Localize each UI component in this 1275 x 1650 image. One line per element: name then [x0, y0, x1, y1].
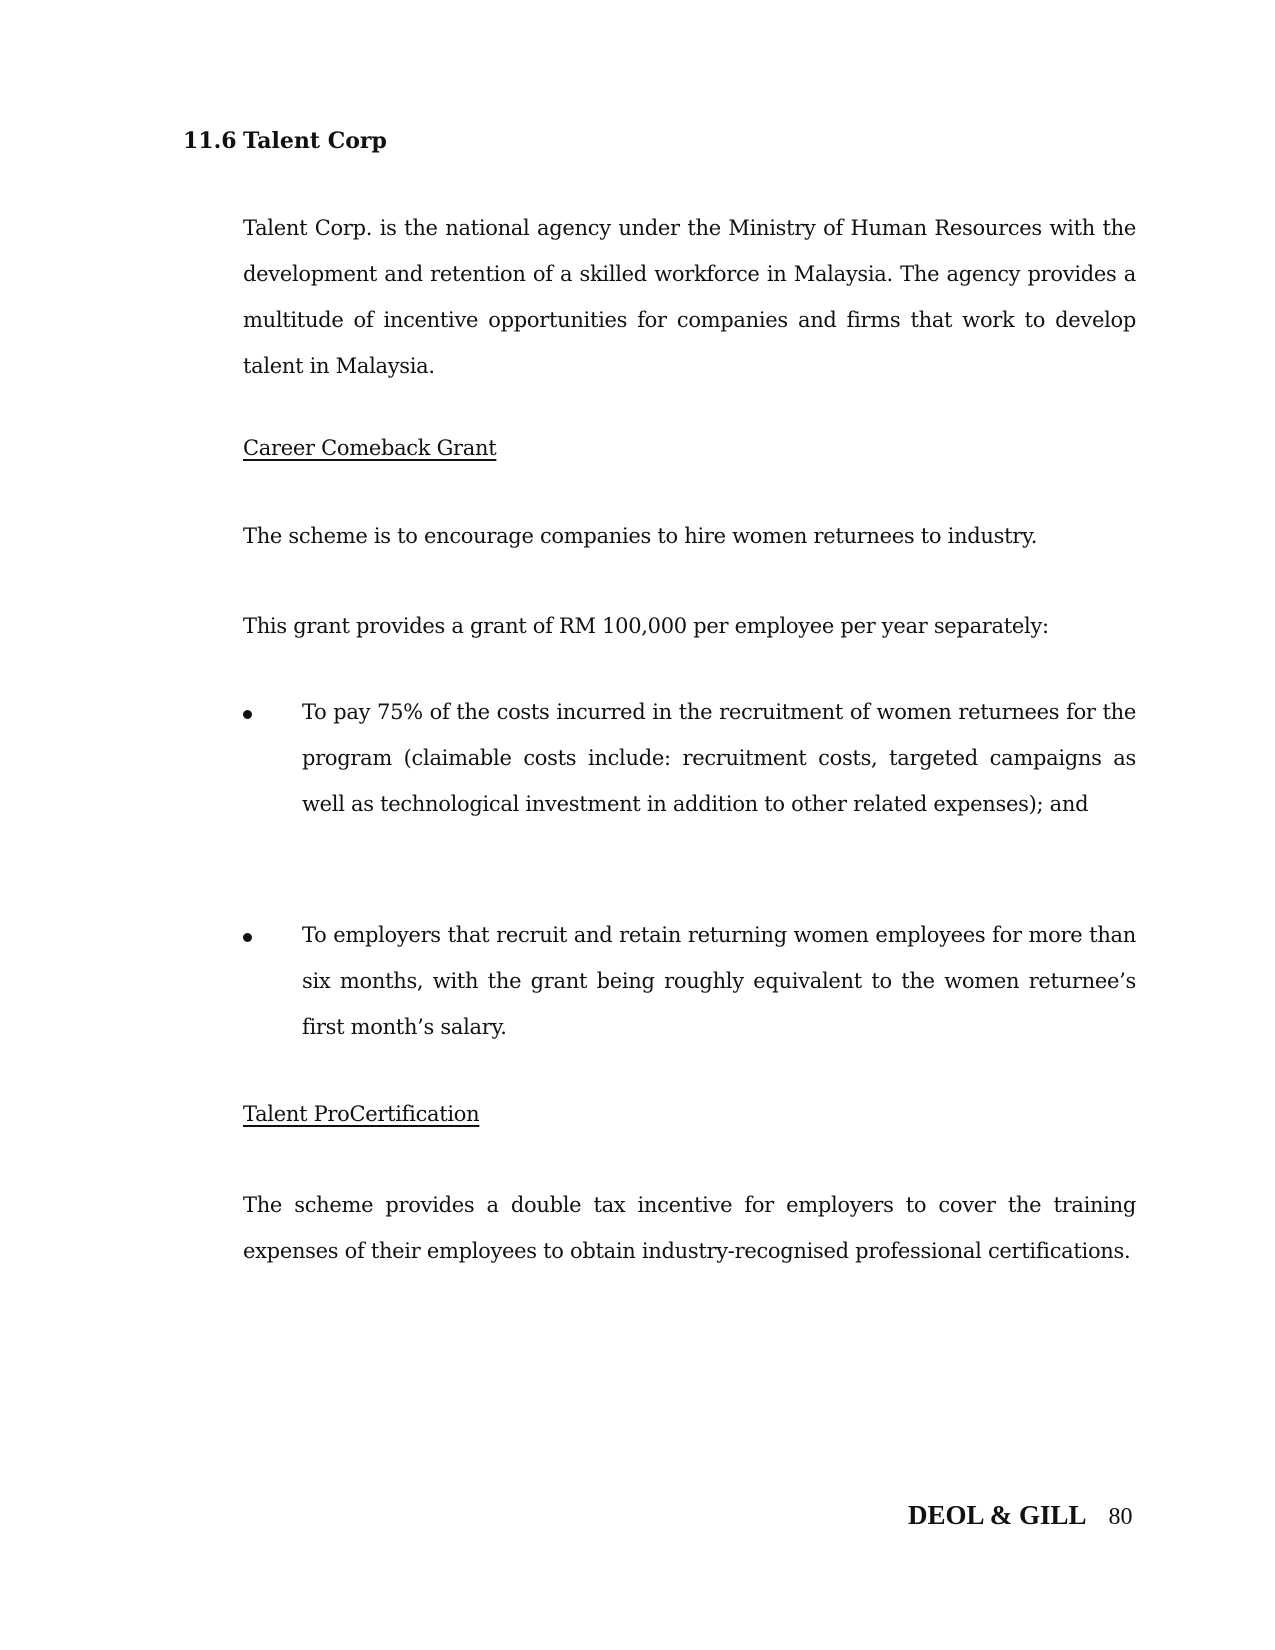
section-number: 11.6	[183, 128, 237, 154]
section-title: Talent Corp	[243, 128, 387, 154]
procertification-heading: Talent ProCertification	[243, 1102, 480, 1126]
career-comeback-paragraph-2: This grant provides a grant of RM 100,000 per employee per year separately:	[243, 614, 1049, 638]
bullet-text: To employers that recruit and retain returning women employees for more than six months, with the grant being roughly equivalent to the women returnee’s first month’s salary.	[302, 923, 1136, 1039]
career-comeback-heading: Career Comeback Grant	[243, 436, 497, 460]
bullet-icon	[243, 933, 252, 942]
intro-paragraph: Talent Corp. is the national agency under the Ministry of Human Resources with the development and retention of a skilled workforce in Malaysia. The agency provides a multitude of incentive opportunities for companies and firms that work to develop talent in Malaysia.	[243, 216, 1136, 378]
section-heading	[183, 128, 387, 154]
page-footer	[908, 1500, 1133, 1531]
footer-brand: DEOL & GILL	[908, 1500, 1087, 1530]
bullet-icon	[243, 710, 252, 719]
procertification-paragraph: The scheme provides a double tax incentive for employers to cover the training expenses of their employees to obtain industry-recognised professional certifications.	[243, 1193, 1136, 1263]
page-number: 80	[1108, 1504, 1133, 1530]
career-comeback-paragraph-1: The scheme is to encourage companies to hire women returnees to industry.	[243, 524, 1038, 548]
bullet-text: To pay 75% of the costs incurred in the recruitment of women returnees for the program (claimable costs include: recruitment costs, targeted campaigns as well as technological investment in addition to other related expenses); and	[302, 700, 1136, 816]
